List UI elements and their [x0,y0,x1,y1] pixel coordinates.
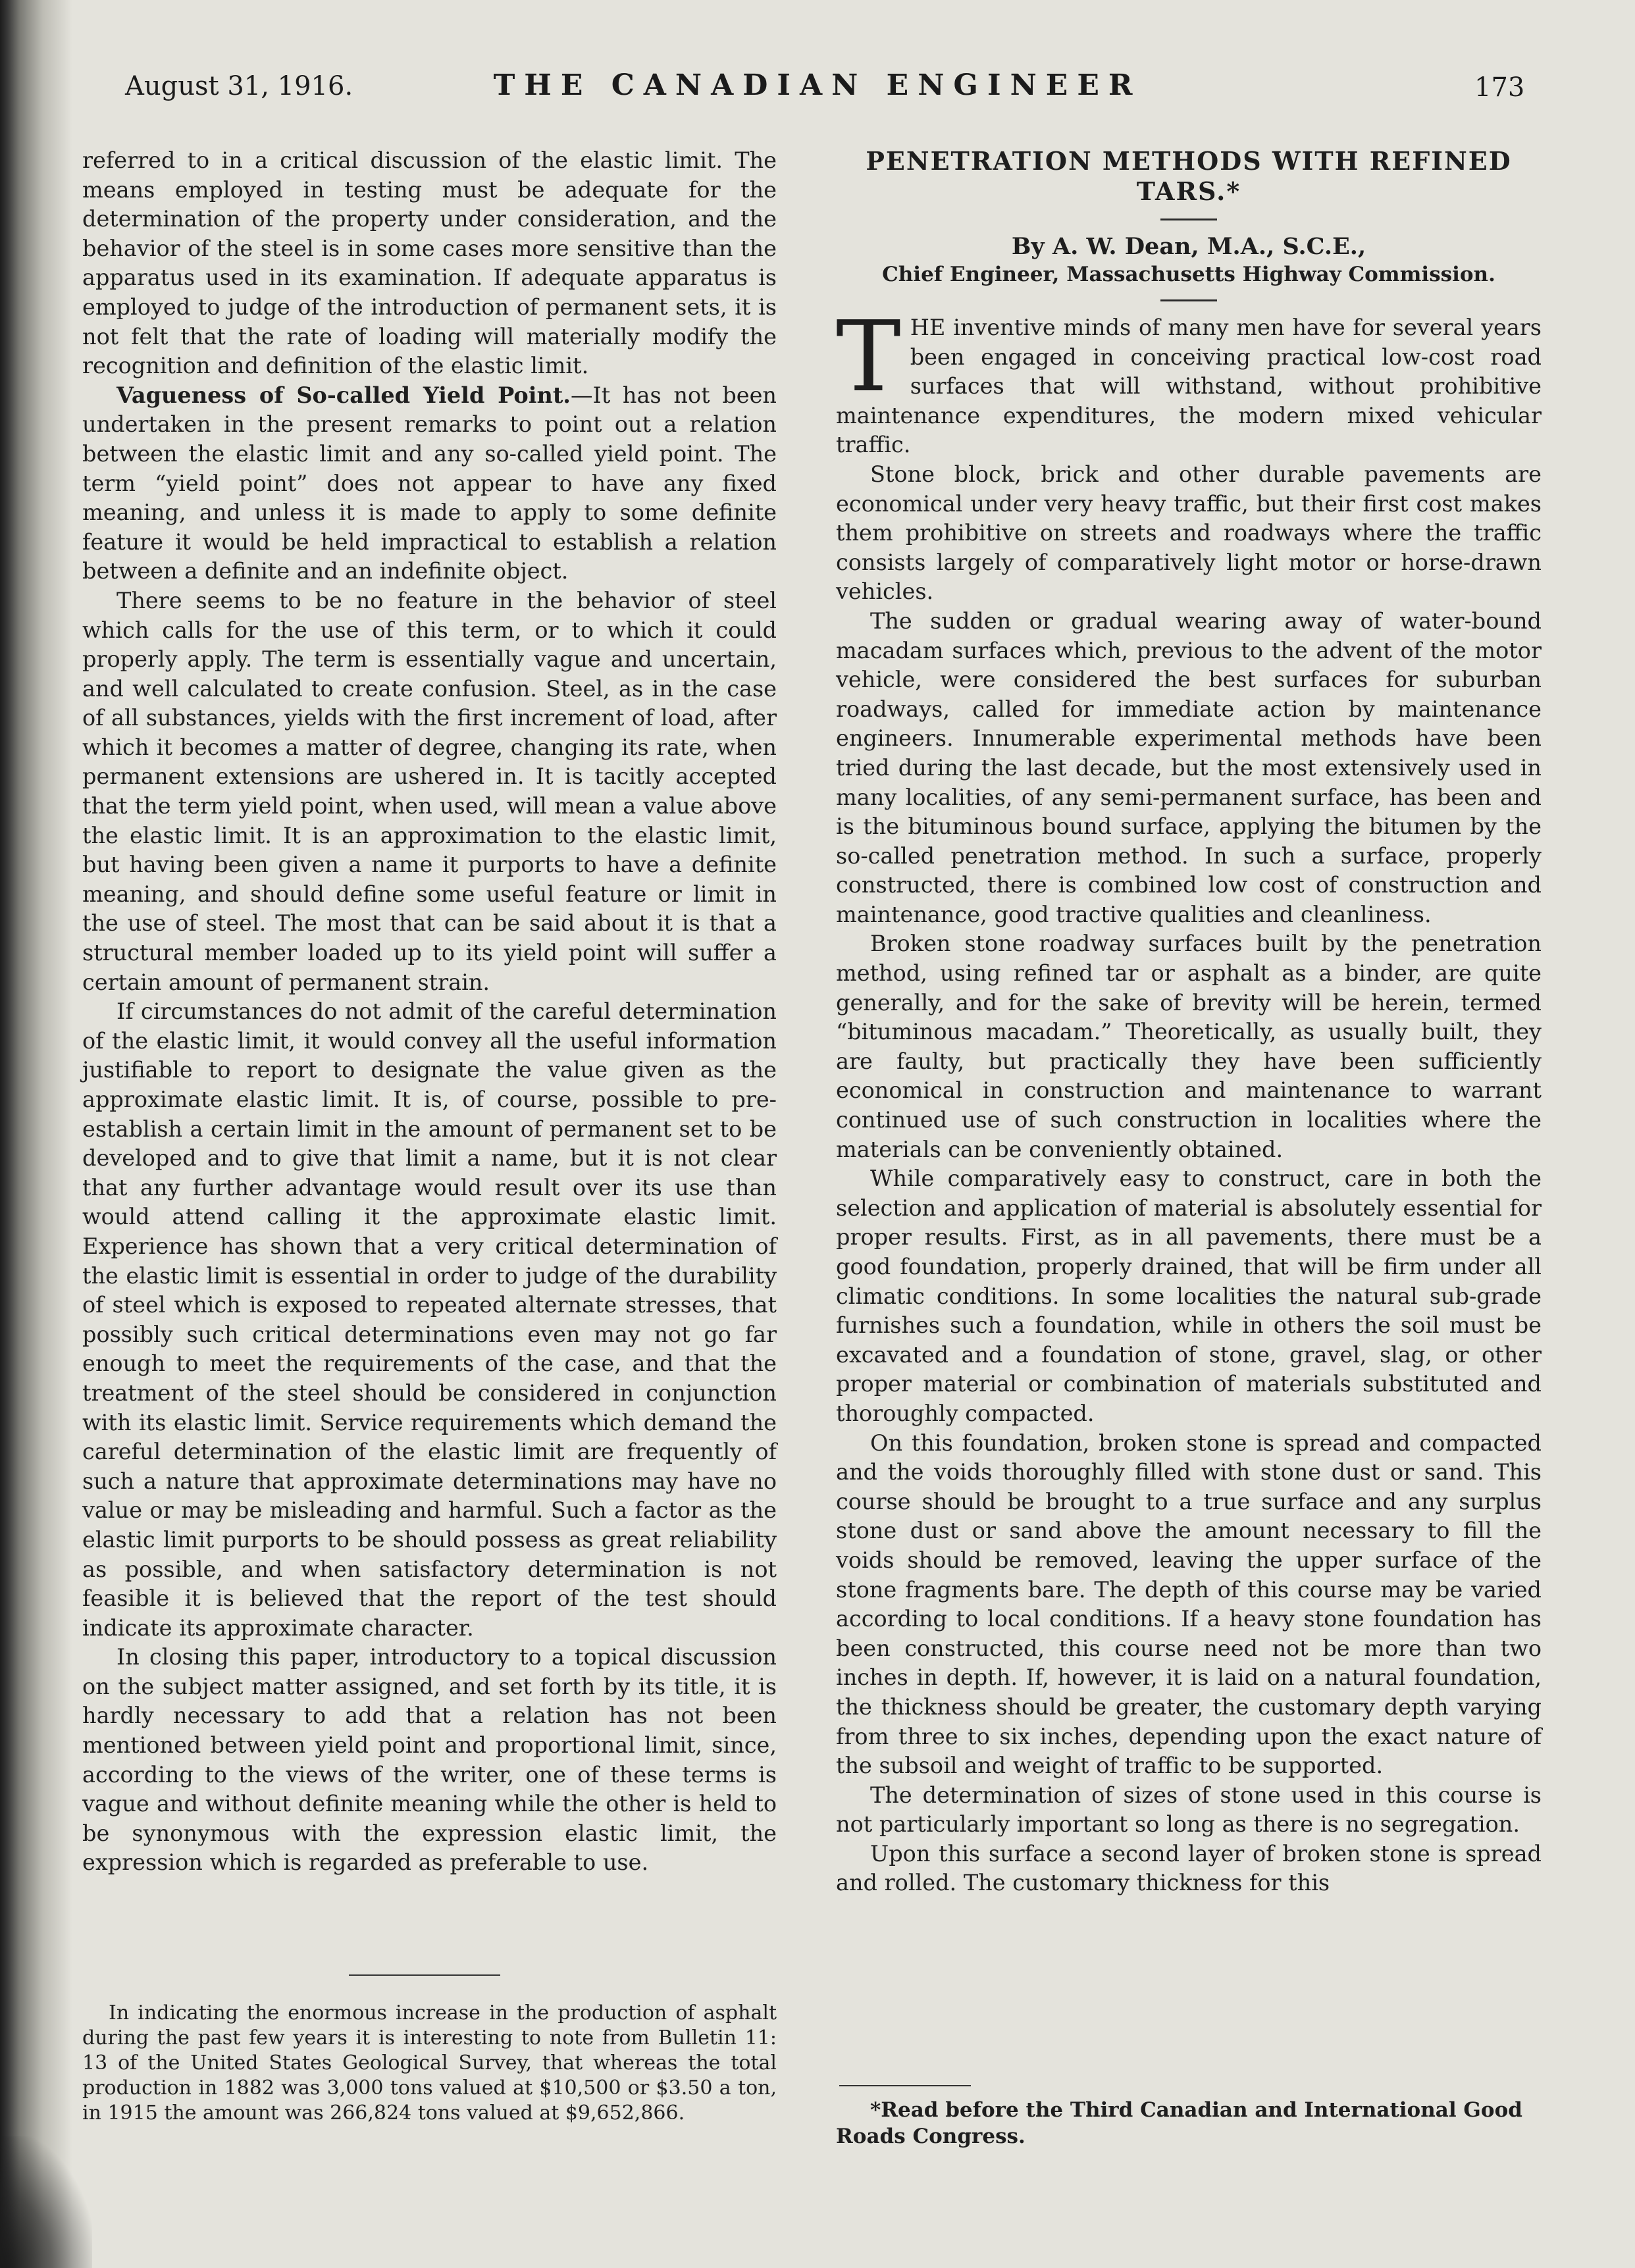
paragraph: If circumstances do not admit of the careful determination of the elastic limit, it would convey all the useful information justifiable to report to designate the value given as the approximate elastic limit. It is, of course, possible to pre-establish a certain limit in the amount of permanent set to be developed and to give that limit a name, but it is not clear that any further advantage would result over its use than would attend calling it the approximate elastic limit. Experience has shown that a very critical determination of the elastic limit is essential in order to judge of the durability of steel which is exposed to repeated alternate stresses, that possibly such critical determinations even may not go far enough to meet the requirements of the case, and that the treatment of the steel should be considered in conjunction with its elastic limit. Service requirements which demand the careful determination of the elastic limit are frequently of such a nature that approximate determinations may have no value or may be misleading and harmful. Such a factor as the elastic limit purports to be should possess as great reliability as possible, and when satisfactory determination is not feasible it is believed that the report of the test should indicate its approximate character. [82,998,777,1641]
paragraph: Upon this surface a second layer of broken stone is spread and rolled. The customary thickness for this [836,1840,1542,1896]
paragraph-yield-point [82,381,777,586]
author-affiliation: Chief Engineer, Massachusetts Highway Commission. [882,263,1495,286]
running-header [0,66,1635,112]
paragraph: In closing this paper, introductory to a topical discussion on the subject matter assigned, and set forth by its title, it is hardly necessary to add that a relation has not been mentioned between yield point and proportional limit, since, according to the views of the writer, one of these terms is vague and without definite meaning while the other is held to be synonymous with the expression elastic limit, the expression which is regarded as preferable to use. [82,1644,777,1876]
paragraph: referred to in a critical discussion of the elastic limit. The means employed in testing must be adequate for the determination of the property under consideration, and the behavior of the steel is in some cases more sensitive than the apparatus used in its examination. If adequate apparatus is employed to judge of the introduction of permanent sets, it is not felt that the rate of loading will materially modify the recognition and definition of the elastic limit. [82,147,777,379]
page-number: 173 [1474,72,1525,103]
right-column [836,146,1542,1898]
corner-shadow [0,2136,92,2268]
paragraph: There seems to be no feature in the behavior of steel which calls for the use of this term, or to which it could properly apply. The term is essentially vague and uncertain, and well calculated to create confusion. Steel, as in the case of all substances, yields with the first increment of load, after which it becomes a matter of degree, changing its rate, when permanent extensions are ushered in. It is tacitly accepted that the term yield point, when used, will mean a value above the elastic limit. It is an approximation to the elastic limit, but having been given a name it purports to have a definite meaning, and should define some useful feature or limit in the use of steel. The most that can be said about it is that a structural member loaded up to its yield point will suffer a certain amount of permanent strain. [82,587,777,995]
article-title: PENETRATION METHODS WITH REFINED TARS.* [866,146,1512,206]
left-column [82,146,777,1878]
paragraph: While comparatively easy to construct, care in both the selection and application of material is absolutely essential for proper results. First, as in all pavements, there must be a good foundation, properly drained, that will be firm under all climatic conditions. In some localities the natural sub-grade furnishes such a foundation, while in others the soil must be excavated and a foundation of stone, gravel, slag, or other proper material or combination of materials substituted and thoroughly compacted. [836,1166,1542,1426]
journal-masthead: THE CANADIAN ENGINEER [493,68,1142,102]
issue-date: August 31, 1916. [125,71,353,101]
page-binding-shadow [0,0,72,2268]
opening-paragraph [836,300,1542,460]
paragraph: The sudden or gradual wearing away of water-bound macadam surfaces which, previous to the advent of the motor vehicle, were considered the best surfaces for suburban roadways, called for immediate action by maintenance engineers. Innumerable experimental methods have been tried during the last decade, but the most extensively used in many localities, of any semi-permanent surface, has been and is the bituminous bound surface, applying the bitumen by the so-called penetration method. In such a surface, properly constructed, there is combined low cost of construction and maintenance, good tractive qualities and cleanliness. [836,607,1542,927]
paragraph: Stone block, brick and other durable pavements are economical under very heavy traffic, but their first cost makes them prohibitive on streets and roadways where the traffic consists largely of comparatively light motor or horse-drawn vehicles. [836,461,1542,605]
byline-rule [1160,299,1217,301]
drop-cap: T [836,300,901,413]
paragraph-text: HE inventive minds of many men have for several years been engaged in conceiving practical low-cost road surfaces that will withstand, without prohibitive maintenance expenditures, the modern mixed vehicular traffic. [836,315,1542,458]
footnote-divider [839,2085,971,2086]
title-rule [1160,219,1217,220]
author-byline: By A. W. Dean, M.A., S.C.E., [1011,233,1366,260]
paragraph: The determination of sizes of stone used in this course is not particularly important so long as there is no segregation. [836,1782,1542,1838]
asphalt-footnote: In indicating the enormous increase in the production of asphalt during the past few years it is interesting to note from Bulletin 11: 13 of the United States Geological Survey, that whereas the total production in 1882 was 3,000 tons valued at $10,500 or $3.50 a ton, in 1915 the amount was 266,824 tons valued at $9,652,866. [82,2001,777,2125]
section-subheading: Vagueness of So-called Yield Point. [117,382,571,408]
congress-footnote: *Read before the Third Canadian and International Good Roads Congress. [836,2098,1522,2148]
footnote-divider [349,1974,500,1976]
paragraph-text: —It has not been undertaken in the present remarks to point out a relation between the elastic limit and any so-called yield point. The term “yield point” does not appear to have any fixed meaning, and unless it is made to apply to some definite feature it would be held impractical to establish a relation between a definite and an indefinite object. [82,382,777,584]
paragraph: Broken stone roadway surfaces built by the penetration method, using refined tar or asphalt as a binder, are quite generally, and for the sake of brevity will be herein, termed “bituminous macadam.” Theoretically, as usually built, they are faulty, but practically they have been sufficiently economical in construction and maintenance to warrant continued use of such construction in localities where the materials can be conveniently obtained. [836,931,1542,1162]
paragraph: On this foundation, broken stone is spread and compacted and the voids thoroughly filled with stone dust or sand. This course should be brought to a true surface and any surplus stone dust or sand above the amount necessary to fill the voids should be removed, leaving the upper surface of the stone fragments bare. The depth of this course may be varied according to local conditions. If a heavy stone foundation has been constructed, this course need not be more than two inches in depth. If, however, it is laid on a natural foundation, the thickness should be greater, the customary depth varying from three to six inches, depending upon the exact nature of the subsoil and weight of traffic to be supported. [836,1430,1542,1779]
